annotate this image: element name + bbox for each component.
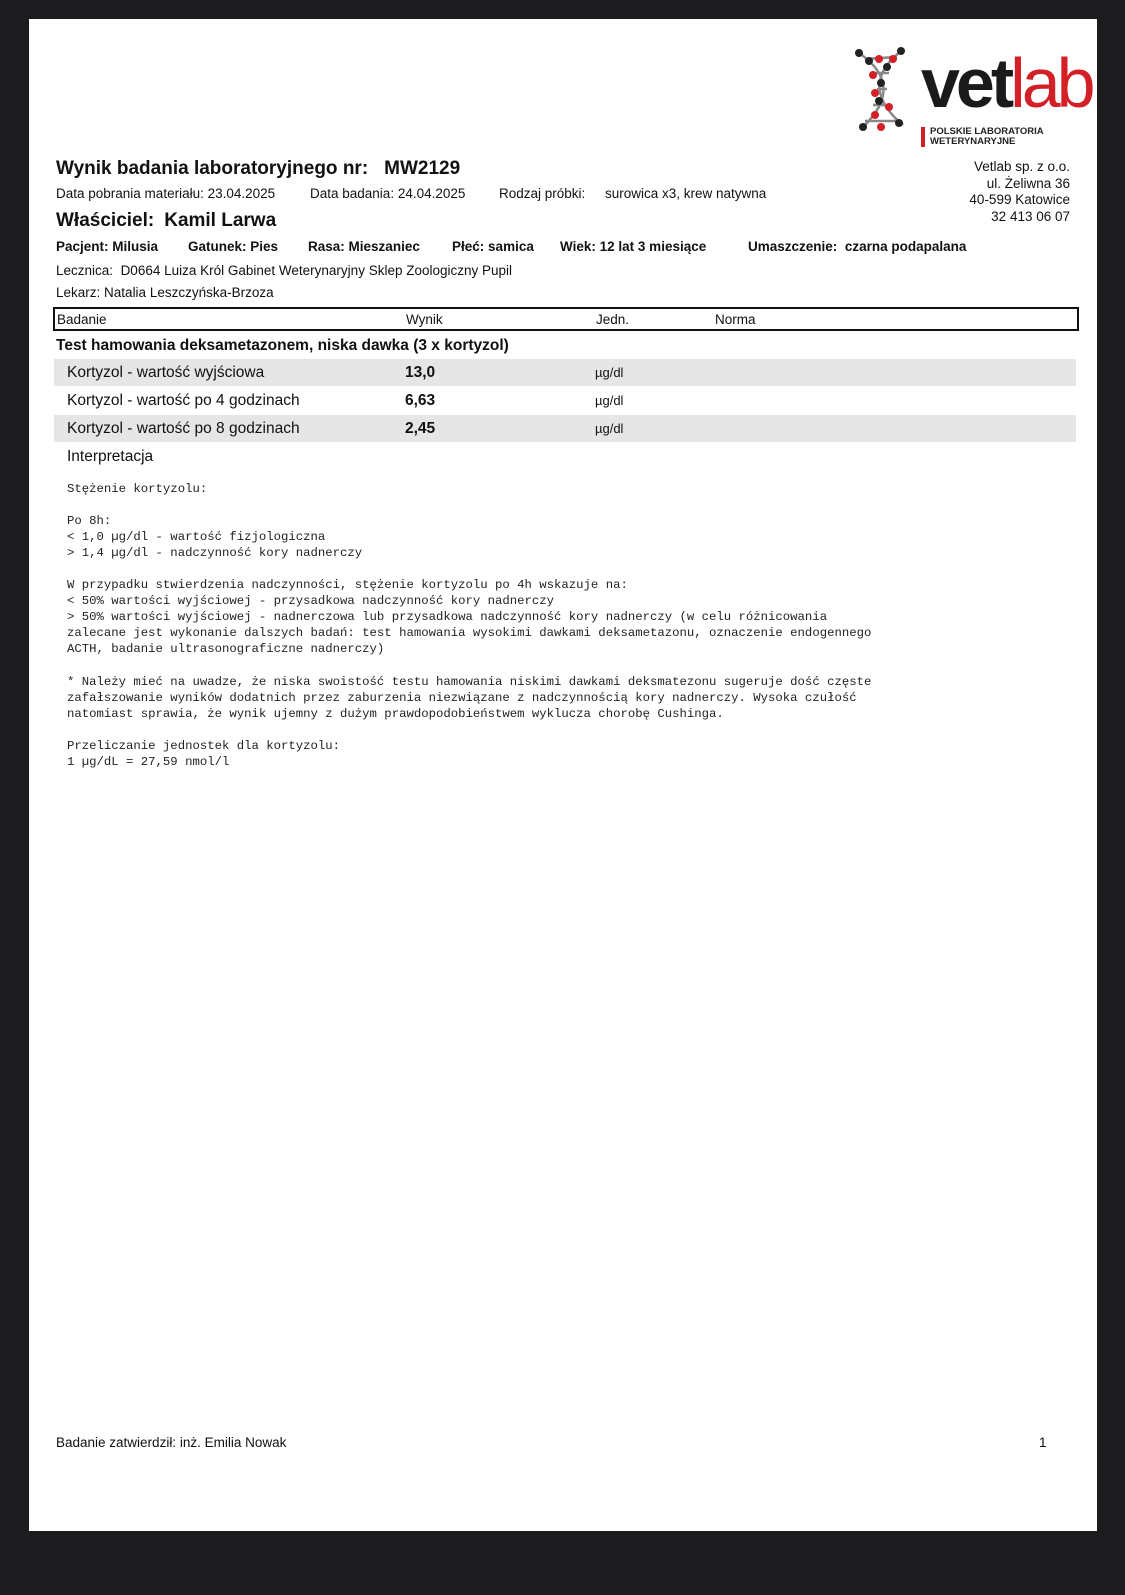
report-title: Wynik badania laboratoryjnego nr: MW2129: [56, 158, 461, 179]
patient-coat: Umaszczenie: czarna podapalana: [748, 239, 967, 254]
row-result-value: 13,0: [405, 364, 436, 381]
company-city: 40-599 Katowice: [969, 192, 1070, 207]
row-test-name: Kortyzol - wartość wyjściowa: [67, 364, 265, 381]
report-number: MW2129: [384, 158, 461, 179]
page-number: 1: [1039, 1435, 1047, 1450]
sample-type: surowica x3, krew natywna: [605, 186, 767, 201]
owner: Właściciel: Kamil Larwa: [56, 210, 277, 231]
test-date: Data badania: 24.04.2025: [310, 186, 466, 201]
row-result-value: 6,63: [405, 392, 436, 409]
collection-date: Data pobrania materiału: 23.04.2025: [56, 186, 276, 201]
company-address: [969, 159, 1070, 225]
header-test: Badanie: [57, 312, 107, 327]
patient-name: Pacjent: Milusia: [56, 239, 159, 254]
vetlab-logo: [851, 45, 1101, 153]
clinic: Lecznica: D0664 Luiza Król Gabinet Weterynaryjny Sklep Zoologiczny Pupil: [56, 263, 513, 278]
patient-species: Gatunek: Pies: [188, 239, 279, 254]
report-page: [29, 19, 1097, 1531]
test-section-title: Test hamowania deksametazonem, niska dawka (3 x kortyzol): [56, 337, 509, 354]
dna-helix-icon: [851, 45, 917, 135]
interpretation-label: Interpretacja: [67, 448, 154, 465]
interpretation-text: Stężenie kortyzolu: Po 8h: < 1,0 µg/dl - wartość fizjologiczna > 1,4 µg/dl - nadczynność kory nadnerczy W przypadku stwierdzenia nadczynności, stężenie kortyzolu po 4h wskazuje na: < 50% wartości wyjściowej - przysadkowa nadczynność kory nadnerczy > 50% wartości wyjściowej - nadnerczowa lub przysadkowa nadczynność kory nadnerczy (w celu różnicowania zalecane jest wykonanie dalszych badań: test hamowania wysokimi dawkami deksametazonu, oznaczenie endogennego ACTH, badanie ultrasonograficzne nadnerczy) * Należy mieć na uwadze, że niska swoistość testu hamowania niskimi dawkami deksmatezonu sugeruje dość częste zafałszowanie wyników dodatnich przez zaburzenia niezwiązane z nadczynnością kory nadnerczy. Wysoka czułość natomiast sprawia, że wynik ujemny z dużym prawdopodobieństwem wyklucza chorobę Cushinga. Przeliczanie jednostek dla kortyzolu: 1 µg/dL = 27,59 nmol/l: [67, 482, 872, 769]
owner-name: Kamil Larwa: [164, 210, 277, 231]
patient-age: Wiek: 12 lat 3 miesiące: [560, 239, 707, 254]
company-phone: 32 413 06 07: [991, 208, 1070, 224]
company-street: ul. Żeliwna 36: [986, 175, 1070, 191]
row-test-name: Kortyzol - wartość po 8 godzinach: [67, 420, 300, 437]
brand-wordmark: vetlab: [921, 44, 1092, 122]
row-unit: µg/dl: [595, 421, 624, 436]
header-norm: Norma: [715, 312, 756, 327]
company-name: Vetlab sp. z o.o.: [973, 159, 1070, 174]
brand-subtitle: POLSKIE LABORATORIA WETERYNARYJNE: [921, 127, 1044, 147]
table-row: [54, 359, 1076, 386]
row-unit: µg/dl: [595, 365, 624, 380]
row-unit: µg/dl: [595, 393, 624, 408]
patient-sex: Płeć: samica: [452, 239, 534, 254]
header-result: Wynik: [406, 312, 443, 327]
doctor: Lekarz: Natalia Leszczyńska-Brzoza: [56, 285, 274, 300]
approved-by: Badanie zatwierdził: inż. Emilia Nowak: [56, 1435, 287, 1450]
row-result-value: 2,45: [405, 420, 436, 437]
table-row: [54, 415, 1076, 442]
patient-breed: Rasa: Mieszaniec: [308, 239, 420, 254]
header-unit: Jedn.: [596, 312, 630, 327]
results-table-header: [53, 307, 1079, 331]
sample-type-label: Rodzaj próbki:: [499, 186, 586, 201]
table-row: [54, 387, 1076, 414]
row-test-name: Kortyzol - wartość po 4 godzinach: [67, 392, 300, 409]
